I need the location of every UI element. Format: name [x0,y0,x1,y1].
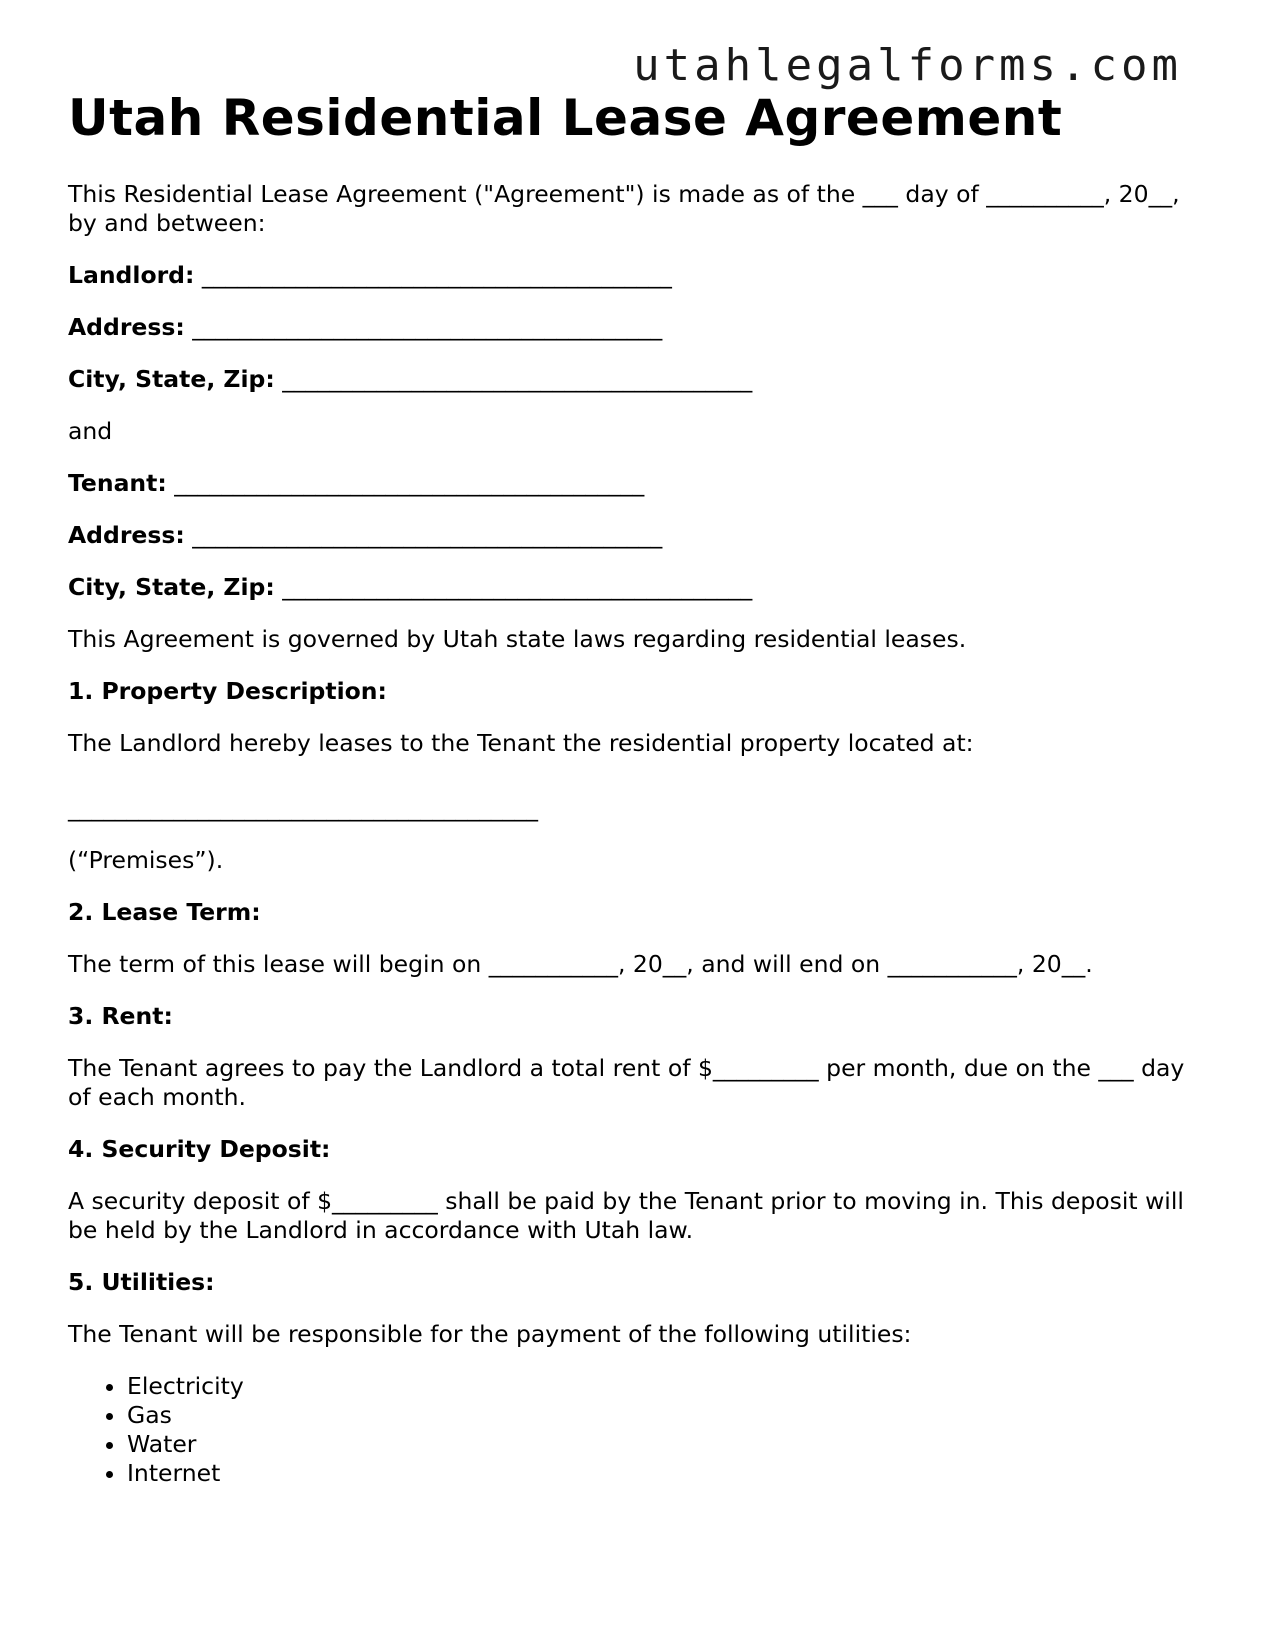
property-heading: 1. Property Description: [68,677,387,705]
site-watermark: utahlegalforms.com [633,40,1182,91]
document-title: Utah Residential Lease Agreement [68,89,1063,147]
utilities-list [68,1372,1198,1488]
document-body [68,88,1198,1488]
landlord-city-label: City, State, Zip: [68,365,275,393]
landlord-address-blank: ________________________________________ [192,313,663,341]
tenant-name-label: Tenant: [68,469,167,497]
list-item: • Electricity [127,1372,1198,1401]
tenant-address-field [68,521,1198,550]
utilities-text: The Tenant will be responsible for the payment of the following utilities: [68,1320,912,1348]
intro-paragraph: This Residential Lease Agreement ("Agreement") is made as of the ___ day of __________, 20__, by and between: [68,180,1180,237]
lease-term-heading: 2. Lease Term: [68,898,261,926]
tenant-city-field [68,573,1198,602]
landlord-name-label: Landlord: [68,261,195,289]
rent-text: The Tenant agrees to pay the Landlord a total rent of $_________ per month, due on the ___ day of each month. [68,1054,1185,1111]
tenant-name-blank: ________________________________________ [174,469,645,497]
list-item: • Internet [127,1459,1198,1488]
list-item: • Water [127,1430,1198,1459]
property-address-blank: ________________________________________ [68,794,538,822]
and-text: and [68,417,113,445]
lease-term-text: The term of this lease will begin on ___________, 20__, and will end on ___________, 20__. [68,950,1093,978]
utilities-heading: 5. Utilities: [68,1268,215,1296]
security-deposit-text: A security deposit of $_________ shall be paid by the Tenant prior to moving in. This deposit will be held by the Landlord in accordance with Utah law. [68,1187,1184,1244]
landlord-address-label: Address: [68,313,185,341]
premises-text: (“Premises”). [68,846,224,874]
property-text: The Landlord hereby leases to the Tenant the residential property located at: [68,729,974,757]
tenant-city-blank: ________________________________________ [282,573,753,601]
tenant-address-label: Address: [68,521,185,549]
landlord-city-field [68,365,1198,394]
tenant-address-blank: ________________________________________ [192,521,663,549]
landlord-city-blank: ________________________________________ [282,365,753,393]
landlord-name-blank: ________________________________________ [201,261,672,289]
landlord-name-field [68,261,1198,290]
list-item: • Gas [127,1401,1198,1430]
governing-law-text: This Agreement is governed by Utah state laws regarding residential leases. [68,625,967,653]
tenant-city-label: City, State, Zip: [68,573,275,601]
security-deposit-heading: 4. Security Deposit: [68,1135,331,1163]
rent-heading: 3. Rent: [68,1002,173,1030]
tenant-name-field [68,469,1198,498]
landlord-address-field [68,313,1198,342]
